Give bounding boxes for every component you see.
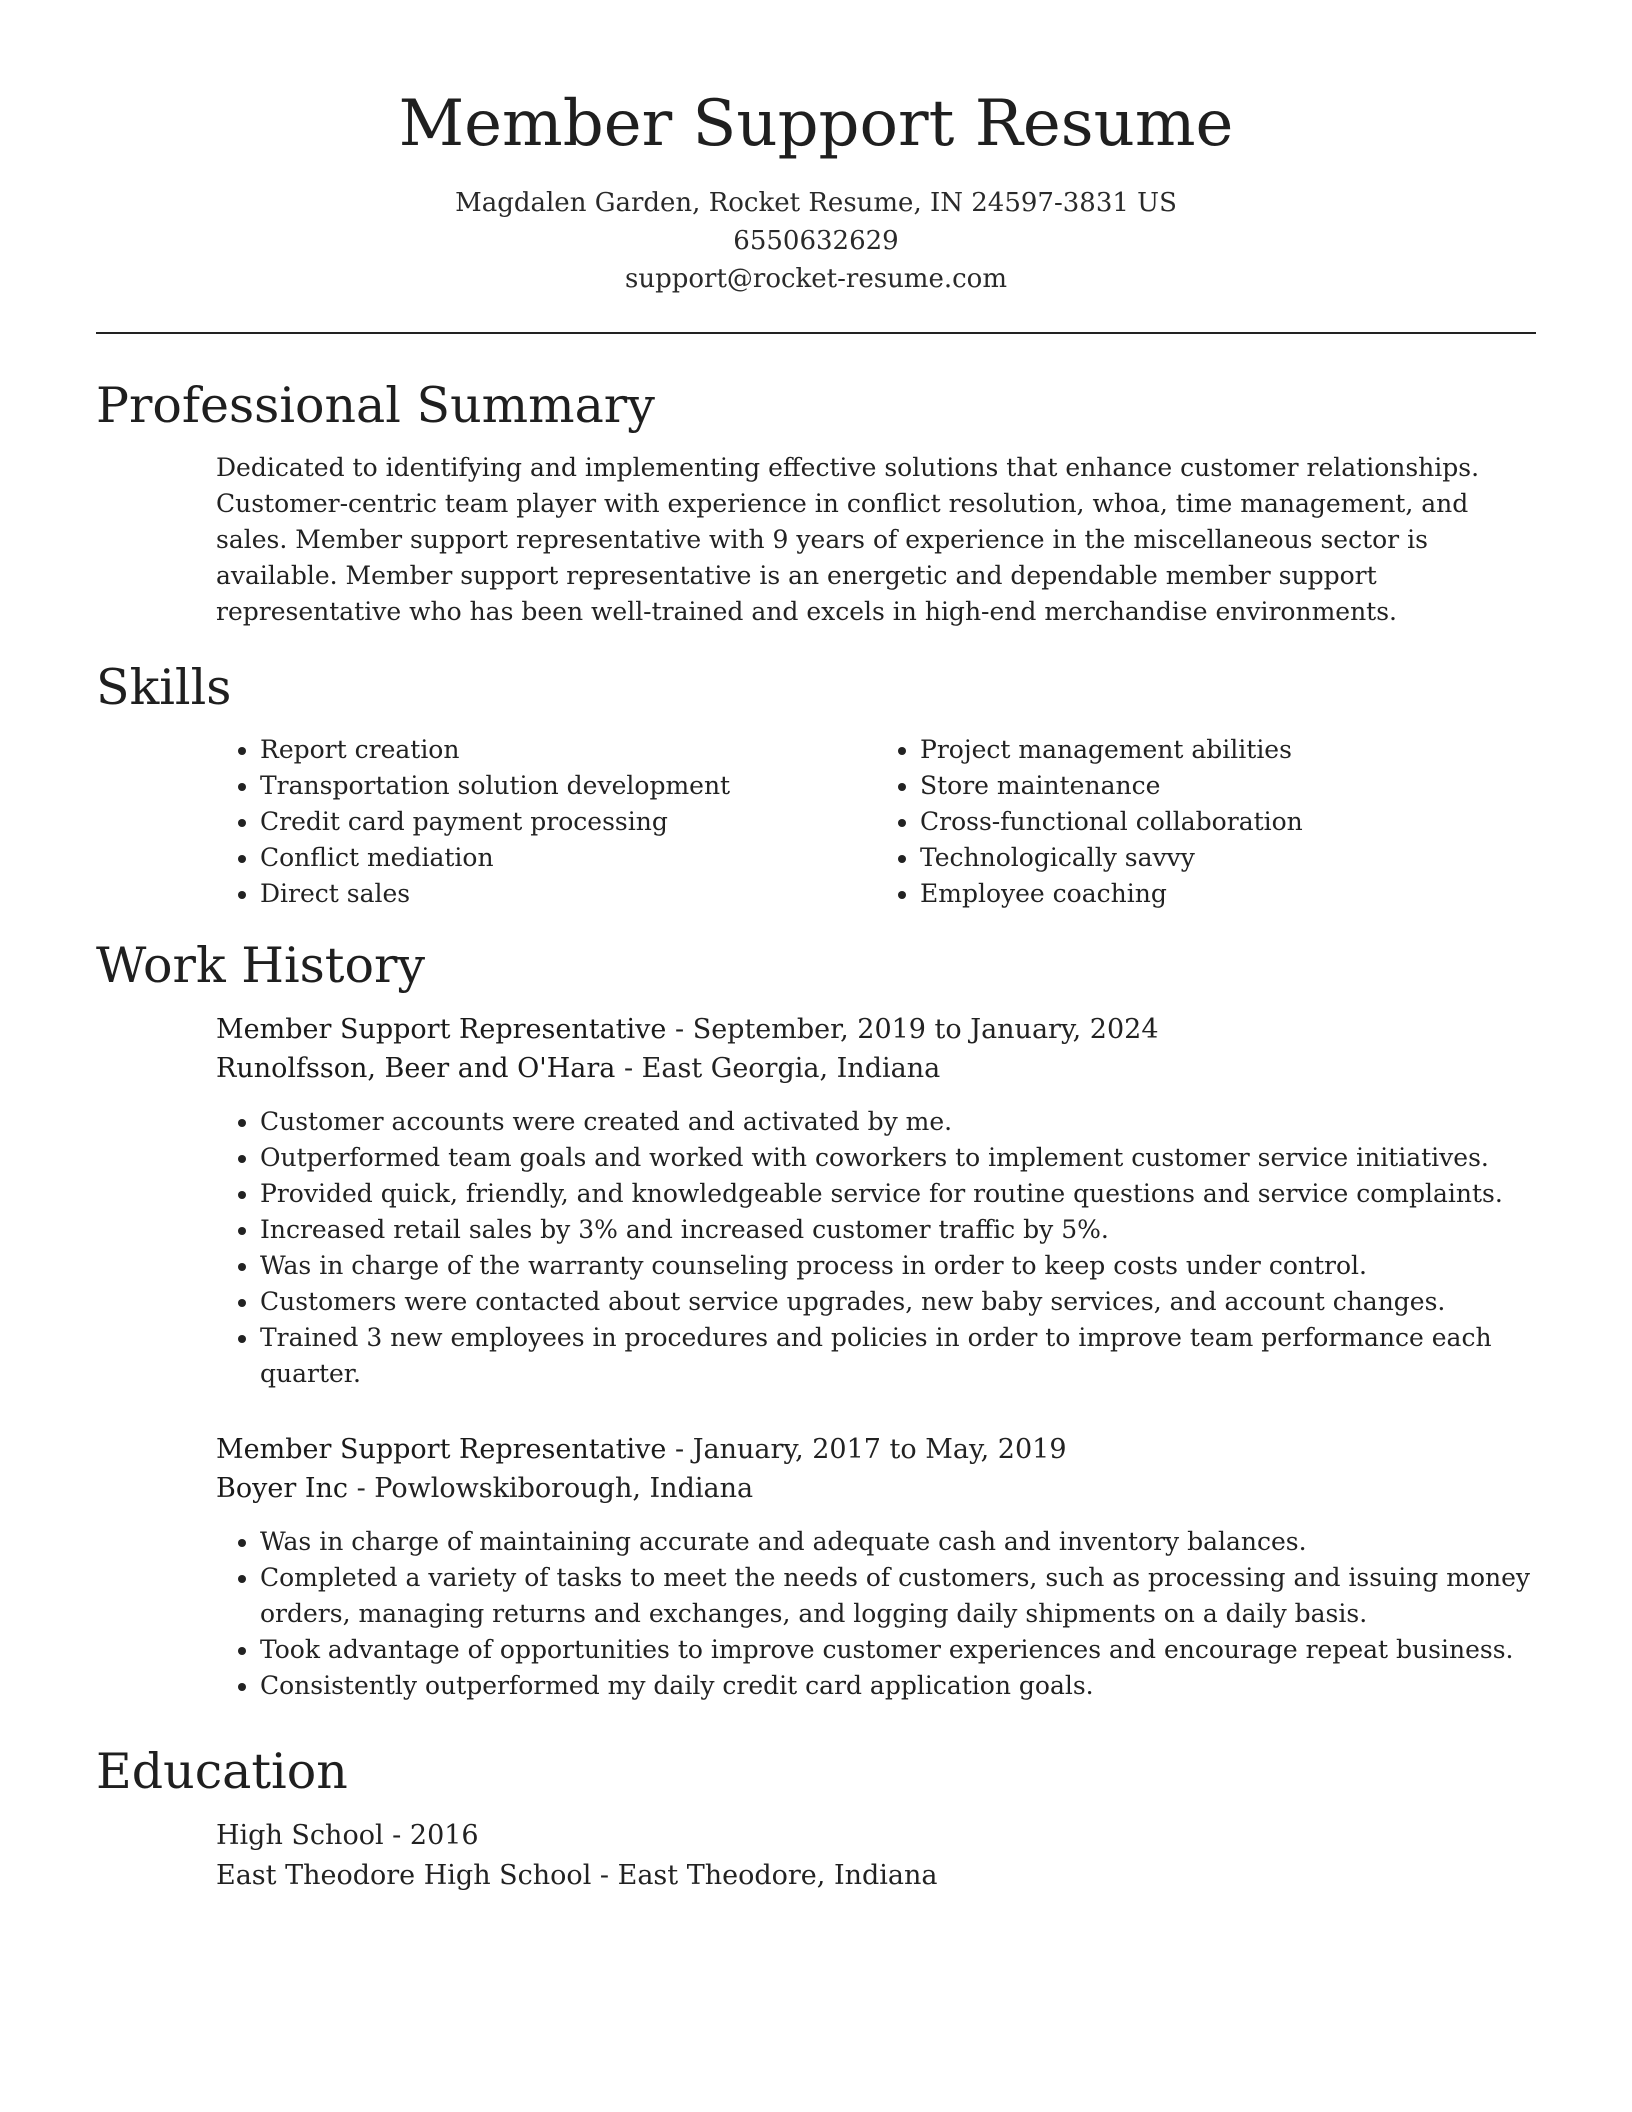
job-bullets xyxy=(216,1524,1536,1704)
job-title-line xyxy=(216,1430,1536,1469)
job-company-line xyxy=(216,1469,1536,1508)
skill-item: • Employee coaching xyxy=(920,876,1536,912)
job-dates: January, 2017 to May, 2019 xyxy=(692,1434,1067,1465)
summary-text: Dedicated to identifying and implementing effective solutions that enhance customer relationships. Customer-centric team player with experience in conflict resolution, whoa, time management, and sales. Member support representative with 9 years of experience in the miscellaneous sector is available. Member support representative is an energetic and dependable member support representative who has been well-trained and excels in high-end merchandise environments. xyxy=(216,453,1480,626)
education-section xyxy=(96,1742,1536,1896)
skill-item: • Credit card payment processing xyxy=(260,804,876,840)
phone-number: 6550632629 xyxy=(733,226,899,256)
header-divider xyxy=(96,332,1536,334)
company-name: Runolfsson, Beer and O'Hara xyxy=(216,1053,616,1084)
skill-item: • Project management abilities xyxy=(920,732,1536,768)
job-bullet: • Consistently outperformed my daily credit card application goals. xyxy=(260,1668,1536,1704)
summary-heading: Professional Summary xyxy=(96,377,655,434)
work-history-heading: Work History xyxy=(96,937,426,994)
job-bullet: • Outperformed team goals and worked with coworkers to implement customer service initiatives. xyxy=(260,1140,1536,1176)
skills-list-left xyxy=(216,732,876,912)
separator: - xyxy=(615,1053,642,1084)
school-line xyxy=(216,1856,1536,1896)
skill-item: • Store maintenance xyxy=(920,768,1536,804)
skills-list-right xyxy=(876,732,1536,912)
job-bullet: • Completed a variety of tasks to meet the needs of customers, such as processing and issuing money orders, managing returns and exchanges, and logging daily shipments on a daily basis. xyxy=(260,1560,1536,1632)
job-bullet: • Was in charge of the warranty counseling process in order to keep costs under control. xyxy=(260,1248,1536,1284)
job-bullet: • Was in charge of maintaining accurate and adequate cash and inventory balances. xyxy=(260,1524,1536,1560)
job-entry xyxy=(216,1010,1536,1392)
skills-heading: Skills xyxy=(96,659,232,716)
job-title-line xyxy=(216,1010,1536,1049)
separator: - xyxy=(348,1473,375,1504)
resume-header xyxy=(96,84,1536,298)
job-entry xyxy=(216,1430,1536,1704)
job-bullet: • Provided quick, friendly, and knowledgeable service for routine questions and service complaints. xyxy=(260,1176,1536,1212)
job-location: East Georgia, Indiana xyxy=(641,1053,941,1084)
work-history-section xyxy=(96,936,1536,1704)
skill-item: • Transportation solution development xyxy=(260,768,876,804)
job-bullet: • Customer accounts were created and activated by me. xyxy=(260,1104,1536,1140)
separator: - xyxy=(383,1820,410,1851)
email-address: support@rocket-resume.com xyxy=(624,264,1007,294)
job-bullet: • Increased retail sales by 3% and increased customer traffic by 5%. xyxy=(260,1212,1536,1248)
job-title: Member Support Representative xyxy=(216,1014,667,1045)
resume-title: Member Support Resume xyxy=(398,87,1234,161)
school-location: East Theodore, Indiana xyxy=(617,1860,938,1891)
degree: High School xyxy=(216,1820,384,1851)
education-heading: Education xyxy=(96,1743,348,1800)
skill-item: • Technologically savvy xyxy=(920,840,1536,876)
skill-item: • Conflict mediation xyxy=(260,840,876,876)
school-name: East Theodore High School xyxy=(216,1860,592,1891)
job-title: Member Support Representative xyxy=(216,1434,667,1465)
job-bullet: • Customers were contacted about service upgrades, new baby services, and account changes. xyxy=(260,1284,1536,1320)
company-name: Boyer Inc xyxy=(216,1473,348,1504)
graduation-year: 2016 xyxy=(409,1820,479,1851)
separator: - xyxy=(666,1434,693,1465)
summary-section xyxy=(96,376,1536,630)
skill-item: • Direct sales xyxy=(260,876,876,912)
job-dates: September, 2019 to January, 2024 xyxy=(692,1014,1159,1045)
skills-section xyxy=(96,658,1536,912)
job-bullet: • Trained 3 new employees in procedures and policies in order to improve team performance each quarter. xyxy=(260,1320,1536,1392)
separator: - xyxy=(666,1014,693,1045)
job-company-line xyxy=(216,1049,1536,1088)
job-location: Powlowskiborough, Indiana xyxy=(374,1473,754,1504)
job-bullets xyxy=(216,1104,1536,1392)
skill-item: • Report creation xyxy=(260,732,876,768)
degree-line xyxy=(216,1816,1536,1856)
address: Magdalen Garden, Rocket Resume, IN 24597-3831 US xyxy=(455,188,1177,218)
skill-item: • Cross-functional collaboration xyxy=(920,804,1536,840)
separator: - xyxy=(591,1860,618,1891)
job-bullet: • Took advantage of opportunities to improve customer experiences and encourage repeat business. xyxy=(260,1632,1536,1668)
